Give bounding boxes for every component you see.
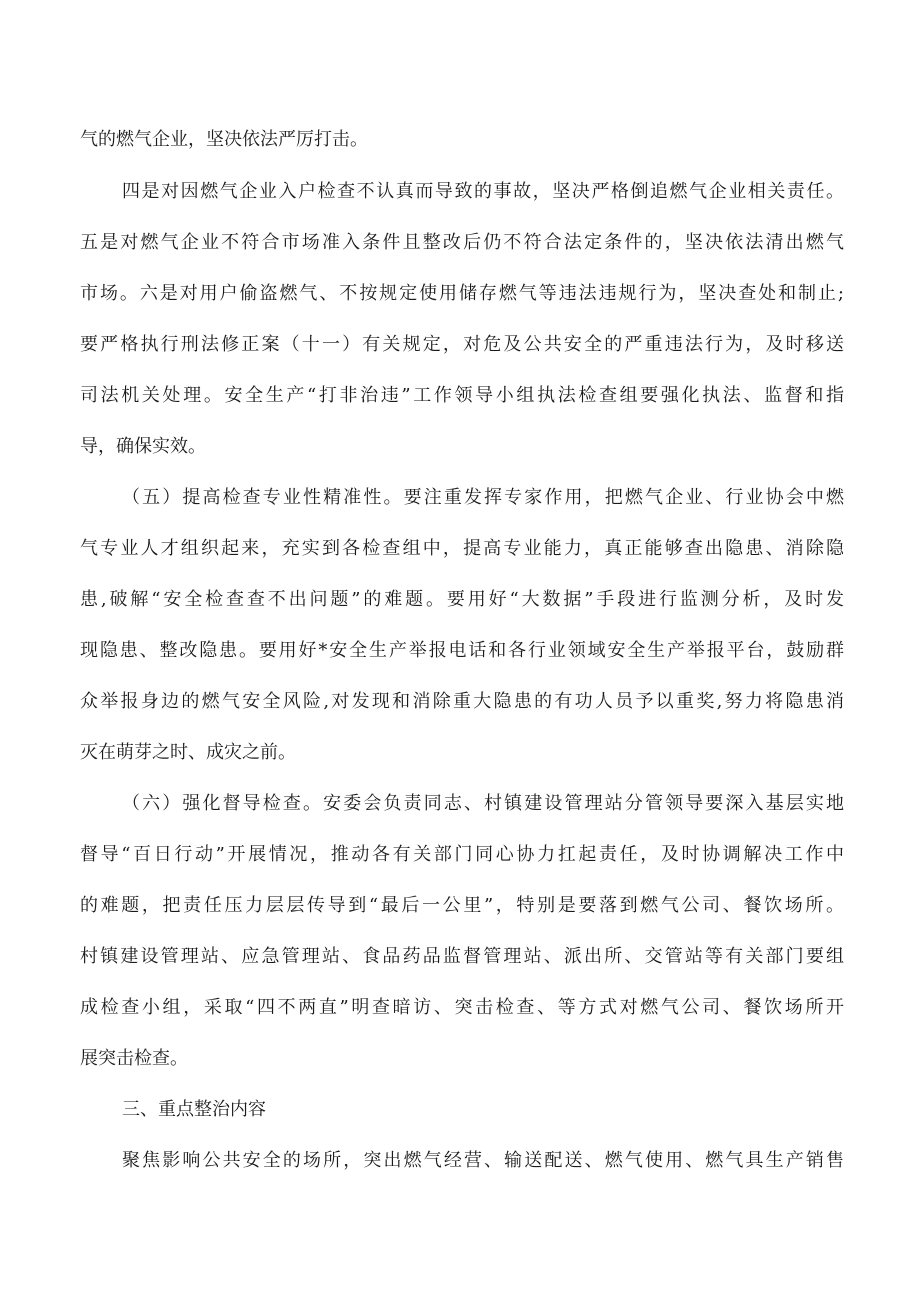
paragraph-line: 灭在萌芽之时、成灾之前。 — [80, 742, 296, 763]
paragraph-line: 气的燃气企业，坚决依法严厉打击。 — [80, 129, 368, 150]
paragraph-line: （六）强化督导检查。安委会负责同志、村镇建设管理站分管领导要深入基层实地 — [122, 793, 844, 814]
paragraph-line: 的难题，把责任压力层层传导到“最后一公里”，特别是要落到燃气公司、餐饮场所。 — [80, 895, 844, 916]
paragraph-line: 导，确保实效。 — [80, 436, 206, 457]
paragraph-line: 督导“百日行动”开展情况，推动各有关部门同心协力扛起责任，及时协调解决工作中 — [80, 844, 844, 865]
paragraph-line: 患,破解“安全检查查不出问题”的难题。要用好“大数据”手段进行监测分析，及时发 — [80, 589, 844, 610]
paragraph-line: 司法机关处理。安全生产“打非治违”工作领导小组执法检查组要强化执法、监督和指 — [80, 385, 844, 406]
paragraph-line: 四是对因燃气企业入户检查不认真而导致的事故，坚决严格倒追燃气企业相关责任。 — [122, 181, 844, 202]
paragraph-line: 村镇建设管理站、应急管理站、食品药品监督管理站、派出所、交管站等有关部门要组 — [80, 946, 844, 967]
section-heading: 三、重点整治内容 — [122, 1099, 266, 1120]
paragraph-line: 展突击检查。 — [80, 1048, 188, 1069]
paragraph-line: （五）提高检查专业性精准性。要注重发挥专家作用，把燃气企业、行业协会中燃 — [122, 487, 844, 508]
paragraph-line: 气专业人才组织起来，充实到各检查组中，提高专业能力，真正能够查出隐患、消除隐 — [80, 538, 844, 559]
paragraph-line: 成检查小组，采取“四不两直”明查暗访、突击检查、等方式对燃气公司、餐饮场所开 — [80, 997, 844, 1018]
paragraph-line: 要严格执行刑法修正案（十一）有关规定，对危及公共安全的严重违法行为，及时移送 — [80, 334, 844, 355]
paragraph-line: 市场。六是对用户偷盗燃气、不按规定使用储存燃气等违法违规行为，坚决查处和制止; — [80, 283, 844, 304]
paragraph-line: 聚焦影响公共安全的场所，突出燃气经营、输送配送、燃气使用、燃气具生产销售 — [122, 1150, 844, 1171]
paragraph-line: 众举报身边的燃气安全风险,对发现和消除重大隐患的有功人员予以重奖,努力将隐患消 — [80, 691, 844, 712]
paragraph-line: 现隐患、整改隐患。要用好*安全生产举报电话和各行业领域安全生产举报平台，鼓励群 — [80, 640, 844, 661]
paragraph-line: 五是对燃气企业不符合市场准入条件且整改后仍不符合法定条件的，坚决依法清出燃气 — [80, 232, 844, 253]
